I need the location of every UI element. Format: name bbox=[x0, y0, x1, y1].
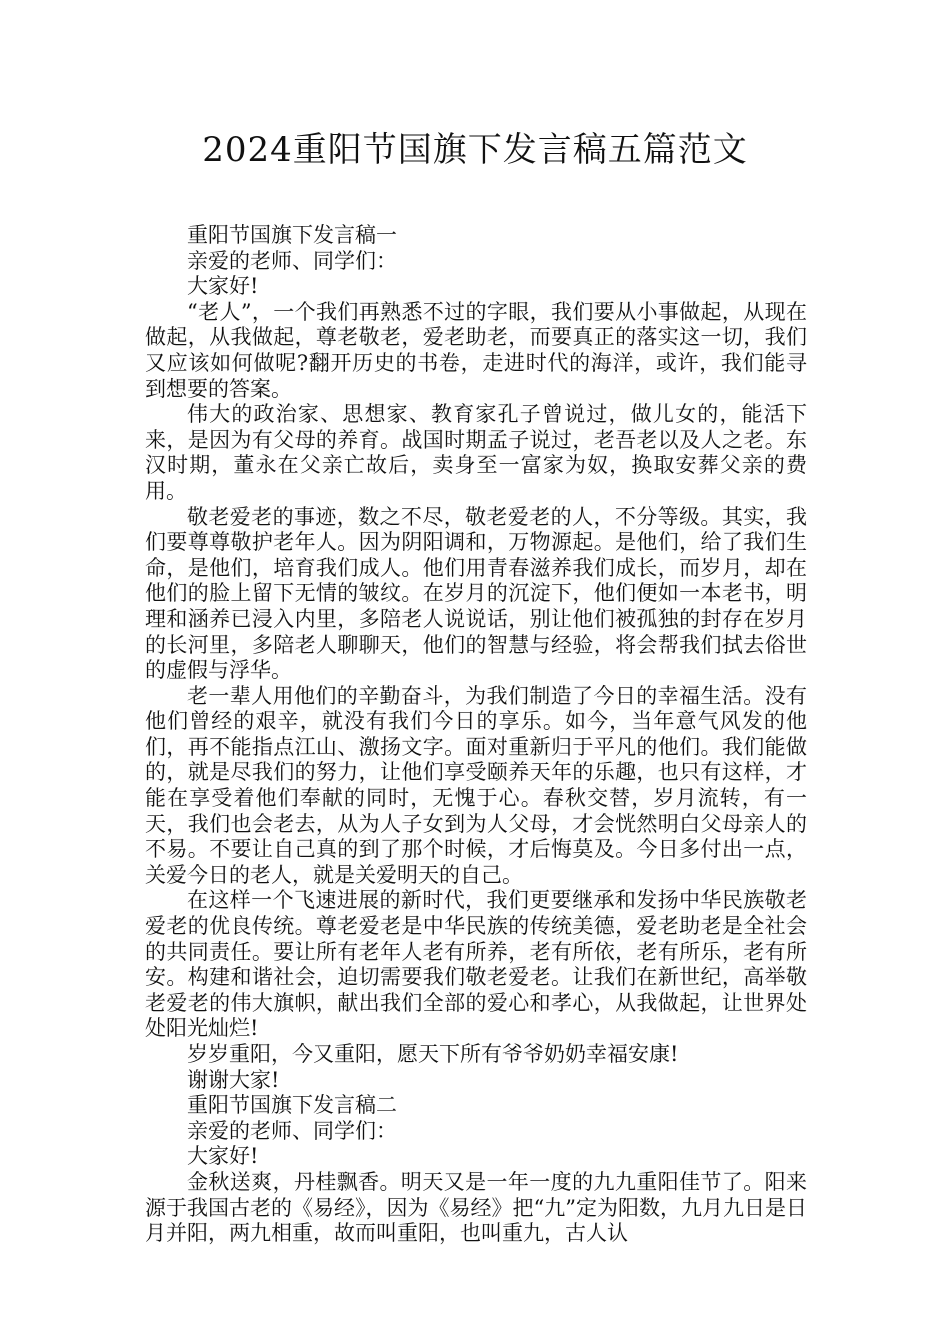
closing-wish: 岁岁重阳，今又重阳，愿天下所有爷爷奶奶幸福安康! bbox=[187, 1042, 679, 1066]
document-title: 2024重阳节国旗下发言稿五篇范文 bbox=[202, 130, 748, 170]
document-body bbox=[145, 223, 807, 1247]
body-paragraph: 伟大的政治家、思想家、教育家孔子曾说过，做儿女的，能活下来，是因为有父母的养育。战国时期孟子说过，老吾老以及人之老。东汉时期，董永在父亲亡故后，卖身至一富家为奴，换取安葬父亲的费用。 bbox=[145, 402, 807, 503]
closing-thanks: 谢谢大家! bbox=[187, 1067, 280, 1092]
greeting: 大家好! bbox=[187, 274, 259, 299]
salutation: 亲爱的老师、同学们： bbox=[187, 248, 397, 273]
section-heading: 重阳节国旗下发言稿一 bbox=[187, 223, 397, 247]
body-paragraph: “老人”，一个我们再熟悉不过的字眼，我们要从小事做起，从现在做起，从我做起，尊老敬老，爱老助老，而要真正的落实这一切，我们又应该如何做呢?翻开历史的书卷，走进时代的海洋，或许，我们能寻到想要的答案。 bbox=[145, 299, 807, 401]
body-paragraph: 金秋送爽，丹桂飘香。明天又是一年一度的九九重阳佳节了。阳来源于我国古老的《易经》，因为《易经》把“九”定为阳数，九月九日是日月并阳，两九相重，故而叫重阳，也叫重九，古人认 bbox=[145, 1169, 807, 1246]
greeting: 大家好! bbox=[187, 1144, 259, 1169]
body-paragraph: 敬老爱老的事迹，数之不尽，敬老爱老的人，不分等级。其实，我们要尊尊敬护老年人。因为阴阳调和，万物源起。是他们，给了我们生命，是他们，培育我们成人。他们用青春滋养我们成长，而岁月，却在他们的脸上留下无情的皱纹。在岁月的沉淀下，他们便如一本老书，明理和涵养已浸入内里，多陪老人说说话，别让他们被孤独的封存在岁月的长河里，多陪老人聊聊天，他们的智慧与经验，将会帮我们拭去俗世的虚假与浮华。 bbox=[145, 504, 807, 683]
section-heading: 重阳节国旗下发言稿二 bbox=[187, 1093, 397, 1118]
body-paragraph: 老一辈人用他们的辛勤奋斗，为我们制造了今日的幸福生活。没有他们曾经的艰辛，就没有我们今日的享乐。如今，当年意气风发的他们，再不能指点江山、激扬文字。面对重新归于平凡的他们。我们能做的，就是尽我们的努力，让他们享受颐养天年的乐趣，也只有这样，才能在享受着他们奉献的同时，无愧于心。春秋交替，岁月流转，有一天，我们也会老去，从为人子女到为人父母，才会恍然明白父母亲人的不易。不要让自己真的到了那个时候，才后悔莫及。今日多付出一点，关爱今日的老人，就是关爱明天的自己。 bbox=[145, 683, 807, 887]
body-paragraph: 在这样一个飞速进展的新时代，我们更要继承和发扬中华民族敬老爱老的优良传统。尊老爱老是中华民族的传统美德，爱老助老是全社会的共同责任。要让所有老年人老有所养，老有所依，老有所乐，老有所安。构建和谐社会，迫切需要我们敬老爱老。让我们在新世纪，高举敬老爱老的伟大旗帜，献出我们全部的爱心和孝心，从我做起，让世界处处阳光灿烂! bbox=[145, 888, 807, 1041]
salutation: 亲爱的老师、同学们： bbox=[187, 1118, 397, 1143]
